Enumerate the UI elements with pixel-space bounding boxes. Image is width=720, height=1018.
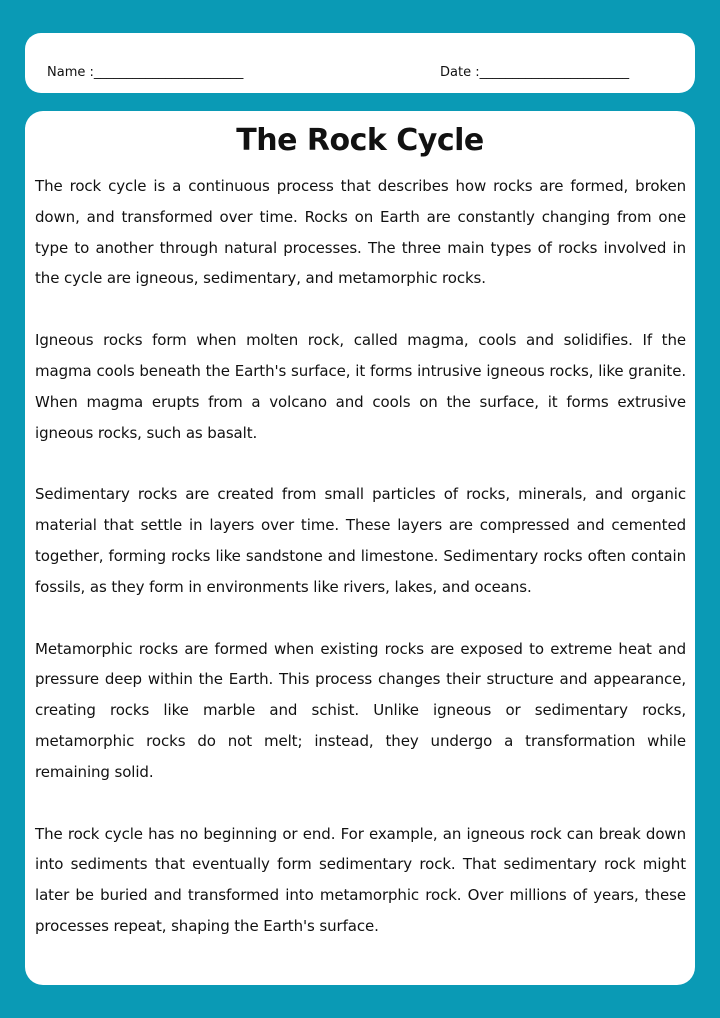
paragraph-metamorphic: Metamorphic rocks are formed when existing rocks are exposed to extreme heat and pressure deep within the Earth. This process changes their structure and appearance, creating rocks like marble and schist. Unlike igneous or sedimentary rocks, metamorphic rocks do not melt; instead, they undergo a transformation while remaining solid. (35, 639, 686, 781)
content-card (25, 111, 695, 985)
page-title: The Rock Cycle (236, 123, 484, 158)
paragraph-intro: The rock cycle is a continuous process that describes how rocks are formed, broken down, and transformed over time. Rocks on Earth are constantly changing from one type to another through natural processes. The three main types of rocks involved in the cycle are igneous, sedimentary, and metamorphic rocks. (35, 177, 686, 288)
body-text (35, 171, 686, 973)
paragraph-conclusion: The rock cycle has no beginning or end. For example, an igneous rock can break down into sediments that eventually form sedimentary rock. That sedimentary rock might later be buried and transformed into metamorphic rock. Over millions of years, these processes repeat, shaping the Earth's surface. (35, 824, 686, 935)
date-field[interactable]: Date :_______________________ (440, 65, 630, 80)
paragraph-igneous: Igneous rocks form when molten rock, called magma, cools and solidifies. If the magma cools beneath the Earth's surface, it forms intrusive igneous rocks, like granite. When magma erupts from a volcano and cools on the surface, it forms extrusive igneous rocks, such as basalt. (35, 331, 686, 442)
header-card (25, 33, 695, 93)
name-field[interactable]: Name :_______________________ (47, 65, 244, 80)
paragraph-sedimentary: Sedimentary rocks are created from small particles of rocks, minerals, and organic material that settle in layers over time. These layers are compressed and cemented together, forming rocks like sandstone and limestone. Sedimentary rocks often contain fossils, as they form in environments like rivers, lakes, and oceans. (35, 485, 686, 596)
